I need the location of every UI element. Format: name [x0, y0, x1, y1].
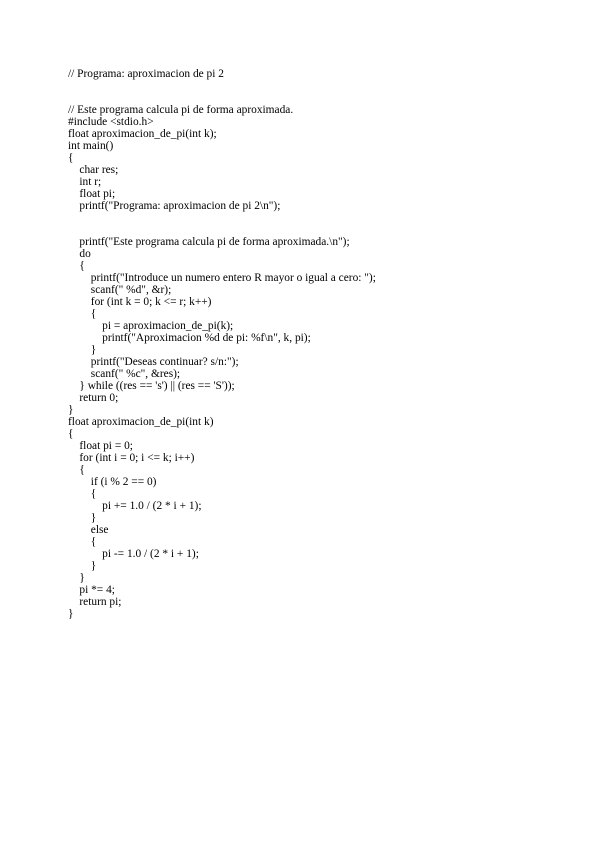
- code-line: float aproximacion_de_pi(int k): [68, 416, 214, 428]
- code-line: } while ((res == 's') || (res == 'S'));: [68, 380, 235, 392]
- code-line: else: [68, 524, 109, 536]
- code-line: int r;: [68, 176, 102, 188]
- code-line: }: [68, 608, 74, 620]
- code-line: }: [68, 344, 97, 356]
- code-line: pi += 1.0 / (2 * i + 1);: [68, 500, 202, 512]
- code-line: printf("Aproximacion %d de pi: %f\n", k, pi);: [68, 332, 311, 344]
- code-line: {: [68, 308, 97, 320]
- code-line: if (i % 2 == 0): [68, 476, 157, 488]
- code-line: {: [68, 536, 97, 548]
- code-line: char res;: [68, 164, 119, 176]
- code-line: printf("Programa: aproximacion de pi 2\n");: [68, 200, 281, 212]
- code-line: // Programa: aproximacion de pi 2: [68, 68, 224, 80]
- code-line: int main(): [68, 140, 114, 152]
- code-line: {: [68, 260, 85, 272]
- code-line: return pi;: [68, 596, 122, 608]
- code-line: [68, 224, 588, 236]
- code-line: }: [68, 512, 97, 524]
- code-line: }: [68, 404, 74, 416]
- code-line: // Este programa calcula pi de forma aproximada.: [68, 104, 294, 116]
- source-code-block: [68, 68, 588, 620]
- code-line: scanf(" %c", &res);: [68, 368, 181, 380]
- code-line: printf("Deseas continuar? s/n:");: [68, 356, 239, 368]
- code-line: return 0;: [68, 392, 119, 404]
- code-line: [68, 80, 588, 92]
- code-line: }: [68, 560, 97, 572]
- code-line: for (int k = 0; k <= r; k++): [68, 296, 212, 308]
- code-line: {: [68, 152, 74, 164]
- code-line: float aproximacion_de_pi(int k);: [68, 128, 217, 140]
- code-line: printf("Este programa calcula pi de forma aproximada.\n");: [68, 236, 350, 248]
- code-line: }: [68, 572, 85, 584]
- code-line: [68, 92, 588, 104]
- code-line: {: [68, 488, 97, 500]
- code-line: printf("Introduce un numero entero R mayor o igual a cero: ");: [68, 272, 376, 284]
- code-line: pi = aproximacion_de_pi(k);: [68, 320, 234, 332]
- code-line: float pi = 0;: [68, 440, 133, 452]
- code-line: #include <stdio.h>: [68, 116, 154, 128]
- code-line: [68, 212, 588, 224]
- code-line: scanf(" %d", &r);: [68, 284, 172, 296]
- code-line: do: [68, 248, 91, 260]
- code-line: float pi;: [68, 188, 116, 200]
- code-line: pi *= 4;: [68, 584, 115, 596]
- code-line: {: [68, 428, 74, 440]
- code-line: {: [68, 464, 85, 476]
- code-line: pi -= 1.0 / (2 * i + 1);: [68, 548, 199, 560]
- code-line: for (int i = 0; i <= k; i++): [68, 452, 195, 464]
